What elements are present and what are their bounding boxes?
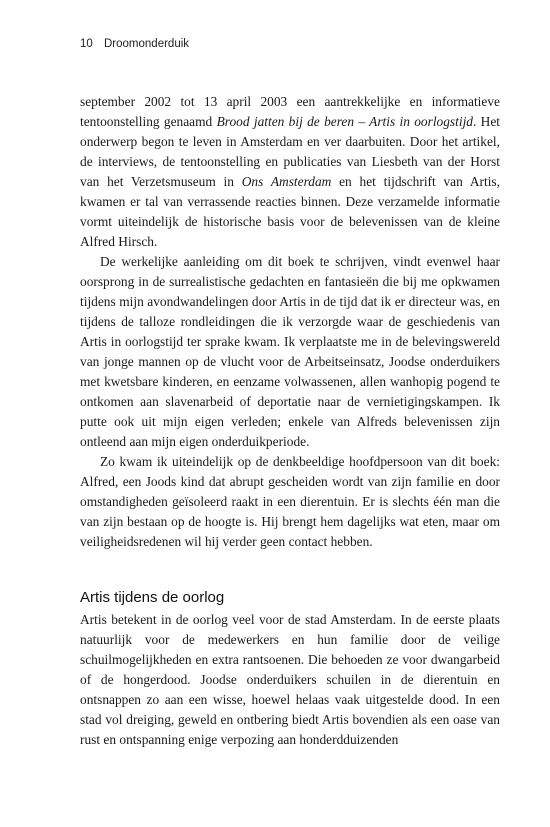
text-run: september 2002 tot 13 april 2003 een aantrekkelijke en informatieve tentoonstelling genaamd [80,94,500,129]
running-title: Droomonderduik [104,38,190,50]
section-heading: Artis tijdens de oorlog [80,589,225,606]
body-text [80,92,500,750]
paragraph-2: De werkelijke aanleiding om dit boek te schrijven, vindt evenwel haar oorsprong in de surrealistische gedachten en fantasieën die bij me opkwamen tijdens mijn avondwandelingen door Artis in de tijd dat ik er directeur was, en tijdens de talloze rondleidingen die ik verzorgde waar de geschiedenis van Artis in oorlogstijd ter sprake kwam. Ik verplaatste me in de belevingswereld van jonge mannen op de vlucht voor de Arbeitseinsatz, Joodse onderduikers met kwetsbare kinderen, en eenzame volwassenen, allen wanhopig pogend te ontkomen aan slavenarbeid of deportatie naar de vernietigingskampen. Ik putte ook uit mijn eigen verleden; enkele van Alfreds belevenissen zijn ontleend aan mijn eigen onderduikperiode. [80,254,500,449]
paragraph-1 [80,92,500,252]
running-head [80,38,189,50]
italic-title: Ons Amsterdam [241,174,332,189]
text-run: en het tijdschrift van Artis, kwamen er tal van verrassende reacties binnen. Deze verzamelde informatie vormt uiteindelijk de historische basis voor de belevenissen van de kleine Alfred Hirsch. [80,174,500,249]
page-number: 10 [80,38,93,50]
italic-title: Brood jatten bij de beren – Artis in oorlogstijd [216,114,474,129]
paragraph-4: Artis betekent in de oorlog veel voor de stad Amsterdam. In de eerste plaats natuurlijk voor de medewerkers en hun familie door de veilige schuilmogelijkheden en extra rantsoenen. Die behoeden ze voor dwangarbeid of de hongerdood. Joodse onderduikers schuilen in de dierentuin en ontsnappen zo aan een wisse, hoewel helaas vaak uitgestelde dood. In een stad vol dreiging, geweld en ontbering biedt Artis bovendien als een oase van rust en ontspanning enige verpozing aan honderdduizenden [80,612,500,747]
text-run: . Het onderwerp begon te leven in Amsterdam en ver daarbuiten. Door het artikel, de interviews, de tentoonstelling en publicaties van Liesbeth van der Horst van het Verzetsmuseum in [80,114,501,189]
paragraph-3: Zo kwam ik uiteindelijk op de denkbeeldige hoofdpersoon van dit boek: Alfred, een Joods kind dat abrupt gescheiden wordt van zijn familie en door omstandigheden geïsoleerd raakt in een dierentuin. Er is slechts één man die van zijn bestaan op de hoogte is. Hij brengt hem dagelijks wat eten, maar om veiligheidsredenen wil hij verder geen contact hebben. [80,454,500,549]
